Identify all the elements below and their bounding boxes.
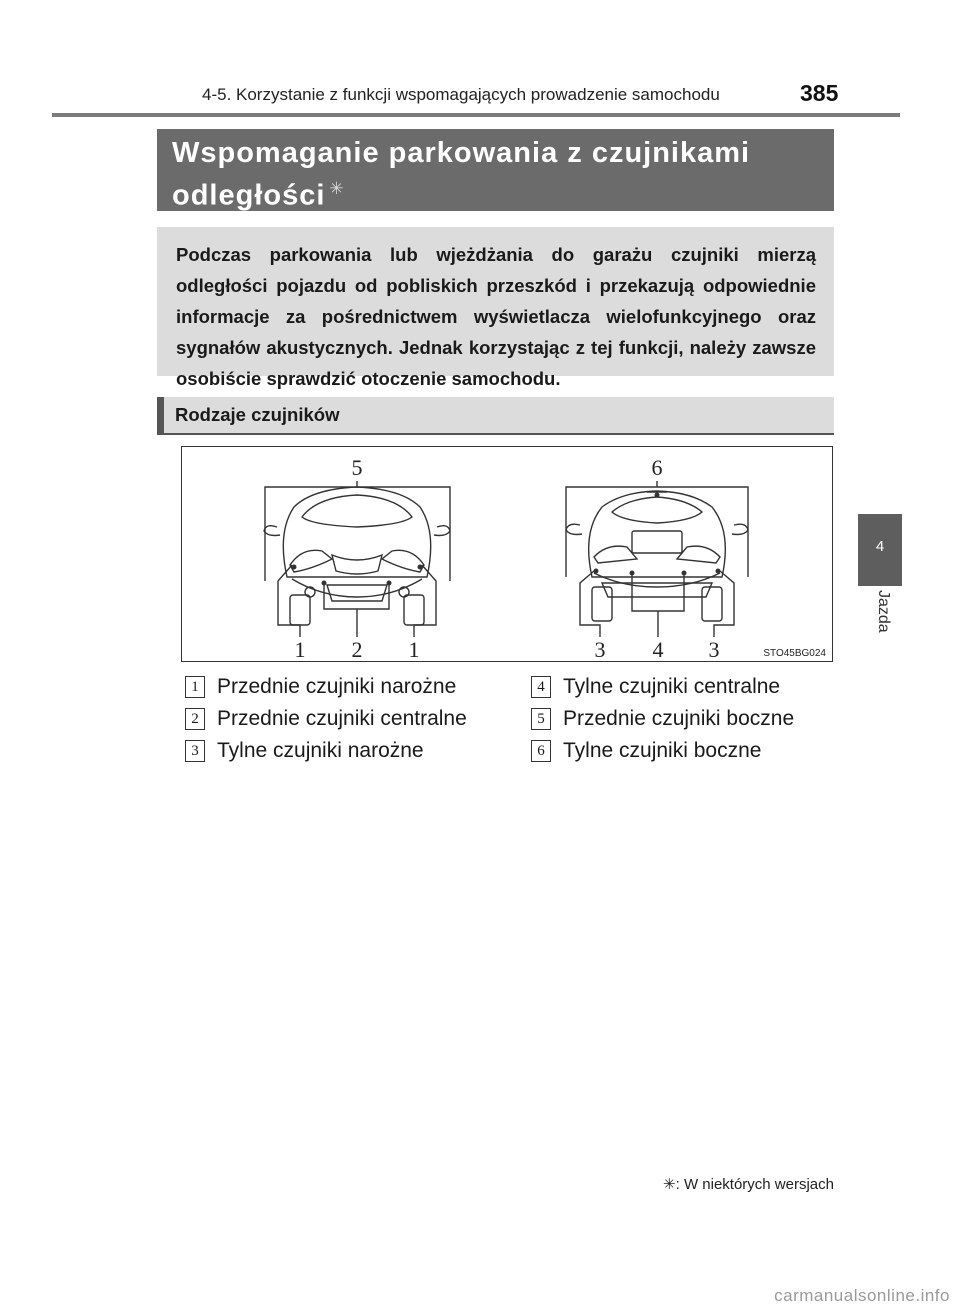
legend-item — [185, 675, 456, 699]
section-title — [172, 135, 822, 214]
diagram-label-3b: 3 — [708, 637, 720, 662]
diagram-code: STO45BG024 — [763, 648, 826, 659]
legend-item — [185, 707, 467, 731]
legend-text: Przednie czujniki narożne — [217, 675, 457, 698]
diagram-label-1b: 1 — [408, 637, 420, 662]
legend-text: Przednie czujniki boczne — [563, 707, 795, 730]
intro-paragraph: Podczas parkowania lub wjeżdżania do garażu czujniki mierzą odległości pojazdu od pobliskich przeszkód i przekazują odpowiednie informacje za pośrednictwem wyświetlacza wielofunkcyjnego oraz sygnałów akustycznych. Jednak korzystając z tej funkcji, należy zawsze osobiście sprawdzić otoczenie samochodu. — [176, 244, 816, 389]
legend-text: Przednie czujniki centralne — [217, 707, 467, 730]
legend-number: 4 — [531, 676, 551, 698]
diagram-label-3a: 3 — [594, 637, 606, 662]
section-title-line1: Wspomaganie parkowania z czujnikami — [172, 137, 751, 169]
legend-item — [531, 739, 761, 763]
legend-text: Tylne czujniki narożne — [217, 739, 424, 762]
legend-text: Tylne czujniki centralne — [563, 675, 781, 698]
page-number: 385 — [800, 80, 839, 106]
chapter-tab — [858, 514, 902, 586]
legend-text: Tylne czujniki boczne — [563, 739, 762, 762]
asterisk-icon: ✳ — [329, 179, 345, 198]
legend-item — [531, 707, 794, 731]
watermark: carmanualsonline.info — [774, 1286, 950, 1305]
legend-number: 2 — [185, 708, 205, 730]
front-car-illustration — [264, 487, 450, 625]
legend-item — [185, 739, 424, 763]
header-divider — [52, 113, 900, 117]
subsection-header — [157, 397, 834, 433]
section-title-box — [157, 129, 834, 211]
legend-number: 5 — [531, 708, 551, 730]
subsection-underline — [157, 433, 834, 435]
subsection-title: Rodzaje czujników — [175, 404, 340, 425]
legend-number: 6 — [531, 740, 551, 762]
legend-item — [531, 675, 780, 699]
section-title-line2: odległości — [172, 179, 326, 212]
running-header: 4-5. Korzystanie z funkcji wspomagających prowadzenie samochodu — [202, 85, 720, 104]
diagram-label-1a: 1 — [294, 637, 306, 662]
diagram-label-2: 2 — [351, 637, 363, 662]
intro-box — [157, 227, 834, 389]
rear-car-illustration — [566, 491, 748, 621]
sensor-diagram — [181, 446, 833, 662]
legend-number: 1 — [185, 676, 205, 698]
diagram-label-5: 5 — [351, 455, 363, 480]
subsection-marker — [157, 397, 164, 433]
chapter-number: 4 — [875, 538, 885, 555]
diagram-label-6: 6 — [651, 455, 663, 480]
sensor-diagram-svg — [182, 447, 834, 663]
legend-number: 3 — [185, 740, 205, 762]
chapter-label: Jazda — [875, 590, 892, 633]
diagram-label-4: 4 — [652, 637, 664, 662]
footnote: ✳: W niektórych wersjach — [663, 1176, 834, 1193]
